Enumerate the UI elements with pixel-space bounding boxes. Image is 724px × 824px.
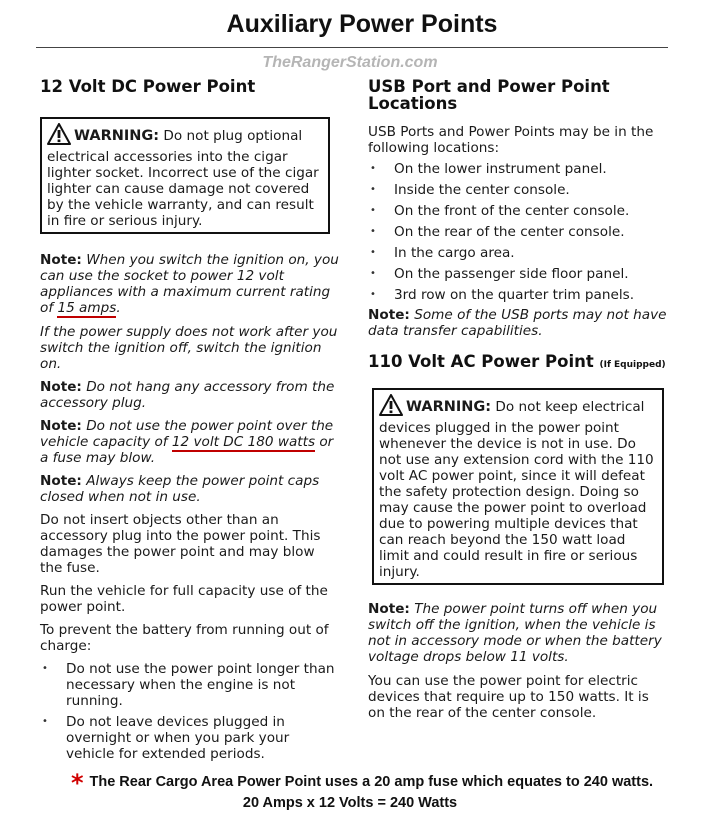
note-hang-accessory	[40, 379, 340, 411]
list-item: • 3rd row on the quarter trim panels.	[368, 287, 668, 303]
if-equipped-label: (If Equipped)	[599, 360, 666, 370]
warning-body: Do not keep electrical devices plugged in the power point whenever the device is not in use. Do not use any extension cord with the 110 volt AC power point, since it will defeat the safety protection design. Doing so may cause the power point to overload due to powering multiple devices that can reach beyond the 150 watt load limit and could result in fire or serious injury.	[379, 399, 654, 580]
note-body: When you switch the ignition on, you can use the socket to power 12 volt appliances with a maximum current rating of	[40, 252, 339, 316]
highlight-15-amps: 15 amps	[57, 300, 117, 316]
note-label: Note:	[40, 252, 82, 268]
left-warning-text	[47, 123, 323, 229]
note-label: Note:	[40, 379, 82, 395]
note-vehicle-capacity	[40, 418, 340, 466]
title-divider	[36, 47, 668, 48]
list-item: • Do not use the power point longer than necessary when the engine is not running.	[40, 661, 340, 709]
warning-label: WARNING:	[406, 399, 492, 415]
note-power-off	[368, 601, 668, 665]
page-title: Auxiliary Power Points	[226, 10, 498, 38]
note-usb-data	[368, 307, 668, 339]
note-body: Do not hang any accessory from the accessory plug.	[40, 379, 335, 411]
highlight-180-watts: 12 volt DC 180 watts	[171, 434, 316, 450]
red-asterisk: *	[70, 769, 84, 797]
note-label: Note:	[40, 418, 82, 434]
right-column	[368, 78, 668, 721]
right-heading: USB Port and Power Point Locations	[368, 77, 610, 113]
note-tail: or a fuse may blow.	[40, 434, 334, 466]
list-item: • On the passenger side floor panel.	[368, 266, 668, 282]
footer-equation: 20 Amps x 12 Volts = 240 Watts	[242, 795, 458, 811]
note-15-amps	[40, 252, 340, 316]
note-caps-closed	[40, 473, 340, 505]
footer-line-1: The Rear Cargo Area Power Point uses a 20 amp fuse which equates to 240 watts.	[89, 774, 654, 790]
list-item: • On the rear of the center console.	[368, 224, 668, 240]
ac-heading	[368, 353, 668, 374]
para-ignition-off: If the power supply does not work after you switch the ignition off, switch the ignition on.	[40, 324, 338, 372]
ac-heading-text: 110 Volt AC Power Point	[368, 352, 594, 371]
list-item: • In the cargo area.	[368, 245, 668, 261]
para-run-vehicle: Run the vehicle for full capacity use of the power point.	[40, 583, 328, 615]
battery-bullet-list	[40, 661, 340, 762]
note-label: Note:	[368, 601, 410, 617]
left-warning-box	[40, 117, 330, 234]
right-warning-text	[379, 394, 657, 580]
note-label: Note:	[368, 307, 410, 323]
left-column	[40, 78, 340, 767]
note-body: The power point turns off when you switch off the ignition, when the vehicle is not in accessory mode or when the battery voltage drops below 11 volts.	[368, 601, 662, 665]
right-warning-box	[372, 388, 664, 585]
para-150-watts: You can use the power point for electric devices that require up to 150 watts. It is on the rear of the center console.	[368, 673, 649, 721]
note-body: Do not use the power point over the vehicle capacity of	[40, 418, 334, 450]
footer-fuse-note	[0, 769, 724, 797]
list-item: • Inside the center console.	[368, 182, 668, 198]
list-item: • On the front of the center console.	[368, 203, 668, 219]
left-heading: 12 Volt DC Power Point	[40, 77, 256, 96]
warning-label: WARNING:	[74, 128, 160, 144]
note-tail: .	[116, 300, 121, 316]
watermark: TheRangerStation.com	[262, 54, 438, 71]
usb-location-list	[368, 161, 668, 303]
note-body: Always keep the power point caps closed when not in use.	[40, 473, 320, 505]
warning-triangle-icon	[379, 394, 403, 420]
para-insert-objects: Do not insert objects other than an accessory plug into the power point. This damages the power point and may blow the fuse.	[40, 512, 321, 576]
usb-intro: USB Ports and Power Points may be in the following locations:	[368, 124, 654, 156]
warning-triangle-icon	[47, 123, 71, 149]
note-label: Note:	[40, 473, 82, 489]
note-body: Some of the USB ports may not have data transfer capabilities.	[368, 307, 667, 339]
para-prevent-battery: To prevent the battery from running out of charge:	[40, 622, 329, 654]
warning-body: Do not plug optional electrical accessories into the cigar lighter socket. Incorrect use of the cigar lighter can cause damage not covered by the vehicle warranty, and can result in fire or serious injury.	[47, 128, 319, 229]
list-item: • Do not leave devices plugged in overnight or when you park your vehicle for extended periods.	[40, 714, 340, 762]
list-item: • On the lower instrument panel.	[368, 161, 668, 177]
